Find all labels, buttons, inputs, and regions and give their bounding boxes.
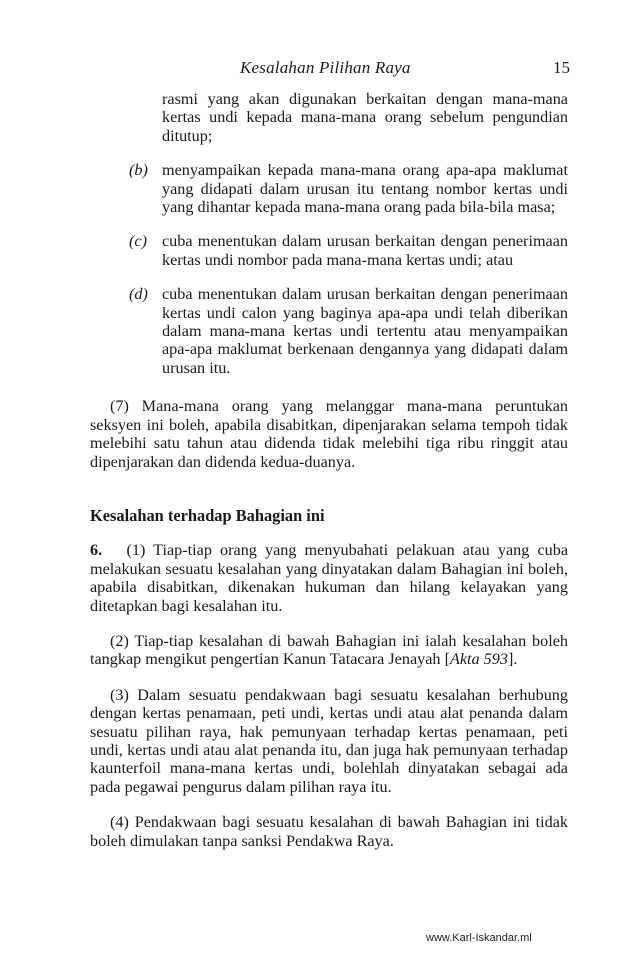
running-title: Kesalahan Pilihan Raya	[240, 58, 411, 77]
item-text: cuba menentukan dalam urusan berkaitan dengan penerimaan kertas undi calon yang baginya apa-apa undi telah diberikan dalam mana-mana kertas undi tertentu atau menyampaikan apa-apa maklumat berkenaan dengannya yang didapati dalam urusan itu.	[162, 285, 568, 377]
list-item-d	[129, 285, 568, 377]
continuation-text: rasmi yang akan digunakan berkaitan dengan mana-mana kertas undi kepada mana-mana orang sebelum pengundian ditutup;	[162, 90, 568, 145]
list-item-c	[129, 232, 568, 269]
section-number: 6.	[90, 541, 103, 560]
page-body	[90, 90, 568, 850]
subsection-text: (2) Tiap-tiap kesalahan di bawah Bahagian ini ialah kesalahan boleh tangkap mengikut pengertian Kanun Tatacara Jenayah	[90, 631, 568, 669]
subsection-text: (1) Tiap-tiap orang yang menyubahati pelakuan atau yang cuba melakukan sesuatu kesalahan yang dinyatakan dalam Bahagian ini boleh, apabila disabitkan, dikenakan hukuman dan hilang kelayakan yang ditetapkan bagi kesalahan itu.	[90, 541, 569, 615]
act-reference: Akta 593	[449, 650, 508, 669]
item-label: (c)	[129, 232, 147, 251]
section-6-subsection-3: (3) Dalam sesuatu pendakwaan bagi sesuatu kesalahan berhubung dengan kertas penamaan, peti undi, kertas undi atau alat penanda dalam sesuatu pilihan raya, hak pemunyaan terhadap kertas penamaan, peti undi, kertas undi atau alat penanda itu, dan juga hak pemunyaan terhadap kaunterfoil mana-mana kertas undi, bolehlah dinyatakan sebagai ada pada pegawai pengurus dalam pilihan raya itu.	[90, 685, 568, 796]
item-text: cuba menentukan dalam urusan berkaitan dengan penerimaan kertas undi nombor pada mana-mana kertas undi; atau	[162, 232, 568, 269]
page-number: 15	[553, 58, 570, 77]
page-header	[0, 58, 638, 80]
subsection-7: (7) Mana-mana orang yang melanggar mana-mana peruntukan seksyen ini boleh, apabila disabitkan, dipenjarakan selama tempoh tidak melebihi satu tahun atau didenda tidak melebihi tiga ribu ringgit atau dipenjarakan dan didenda kedua-duanya.	[90, 397, 568, 471]
section-6-subsection-1	[90, 541, 568, 615]
section-heading: Kesalahan terhadap Bahagian ini	[90, 505, 325, 525]
list-item-b	[129, 161, 568, 217]
footer-url: www.Karl-Iskandar.ml	[426, 932, 532, 944]
item-label: (b)	[129, 161, 148, 180]
act-bracket-close: ].	[507, 650, 518, 669]
item-label: (d)	[129, 285, 148, 304]
item-text: menyampaikan kepada mana-mana orang apa-apa maklumat yang didapati dalam urusan itu tentang nombor kertas undi yang dihantar kepada mana-mana orang pada bila-bila masa;	[162, 161, 568, 217]
act-bracket-open: [	[444, 650, 450, 669]
section-6-subsection-2	[90, 632, 568, 669]
section-6-subsection-4: (4) Pendakwaan bagi sesuatu kesalahan di bawah Bahagian ini tidak boleh dimulakan tanpa sanksi Pendakwa Raya.	[90, 813, 568, 850]
